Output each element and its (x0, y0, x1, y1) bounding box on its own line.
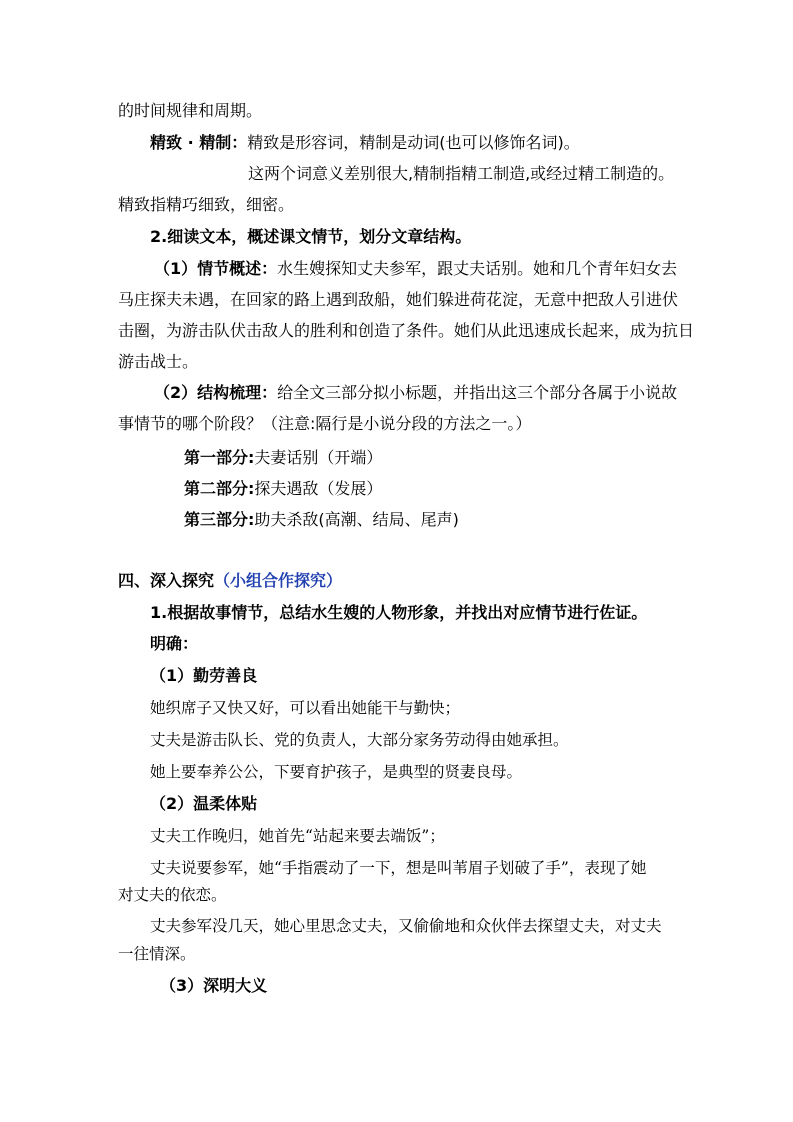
chapter-note: （小组合作探究） (214, 571, 343, 590)
structure-line (154, 382, 677, 404)
part-label: 第三部分: (184, 510, 255, 529)
part-item (184, 478, 382, 500)
answer-label: 明确： (150, 634, 199, 653)
subheading: （1）情节概述： (154, 259, 278, 278)
trait-heading: （2）温柔体贴 (150, 794, 258, 813)
text-line: 马庄探夫未遇，在回家的路上遇到敌船，她们躲进荷花淀，无意中把敌人引进伏 (118, 290, 679, 309)
subheading: （2）结构梳理： (154, 383, 278, 402)
text-line: 事情节的哪个阶段？（注意:隔行是小说分段的方法之一。） (118, 414, 532, 433)
section-heading: 2.细读文本，概述课文情节，划分文章结构。 (150, 227, 472, 246)
evidence-line: 她织席子又快又好，可以看出她能干与勤快； (150, 699, 461, 717)
evidence-line: 对丈夫的依恋。 (118, 886, 227, 904)
term-definition-line (150, 132, 580, 154)
term-text: 精致是形容词，精制是动词(也可以修饰名词)。 (247, 133, 580, 152)
chapter-heading (118, 570, 342, 592)
chapter-title: 四、深入探究 (118, 571, 215, 590)
text-line: 游击战士。 (118, 352, 199, 371)
part-text: 助夫杀敌(高潮、结局、尾声) (254, 510, 459, 529)
evidence-line: 丈夫说要参军，她“手指震动了一下，想是叫苇眉子划破了手”，表现了她 (150, 859, 647, 877)
paragraph-text: 给全文三部分拟小标题，并指出这三个部分各属于小说故 (277, 383, 678, 402)
part-item (184, 447, 382, 469)
part-label: 第一部分: (184, 448, 255, 467)
part-item (184, 509, 459, 531)
part-label: 第二部分: (184, 479, 255, 498)
evidence-line: 丈夫是游击队长、党的负责人，大部分家务劳动得由她承担。 (150, 731, 569, 749)
question-heading: 1.根据故事情节，总结水生嫂的人物形象，并找出对应情节进行佐证。 (150, 603, 648, 622)
evidence-line: 她上要奉养公公，下要育护孩子，是典型的贤妻良母。 (150, 763, 523, 781)
evidence-line: 丈夫工作晚归，她首先“站起来要去端饭”； (150, 827, 445, 845)
trait-heading: （3）深明大义 (160, 976, 268, 995)
plot-summary-line (154, 258, 677, 280)
paragraph-text: 水生嫂探知丈夫参军，跟丈夫话别。她和几个青年妇女去 (277, 259, 678, 278)
trait-heading: （1）勤劳善良 (150, 666, 258, 685)
text-line: 精致指精巧细致，细密。 (118, 195, 295, 214)
text-line: 这两个词意义差别很大,精制指精工制造,或经过精工制造的。 (248, 164, 675, 183)
text-line: 击圈，为游击队伏击敌人的胜利和创造了条件。她们从此迅速成长起来，成为抗日 (118, 321, 695, 340)
text-line: 的时间规律和周期。 (118, 101, 263, 120)
part-text: 夫妻话别（开端） (254, 448, 383, 467)
term-heading: 精致 · 精制： (150, 133, 248, 152)
evidence-line: 丈夫参军没几天，她心里思念丈夫，又偷偷地和众伙伴去探望丈夫，对丈夫 (150, 917, 662, 935)
evidence-line: 一往情深。 (118, 945, 196, 963)
part-text: 探夫遇敌（发展） (254, 479, 383, 498)
